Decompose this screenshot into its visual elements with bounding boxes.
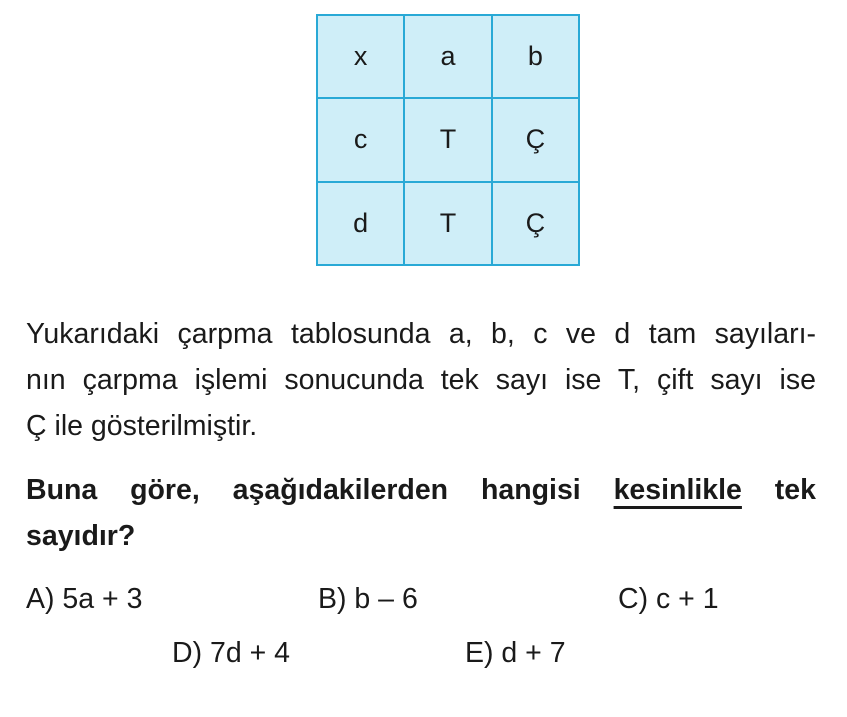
question-part-2: tek (741, 474, 816, 506)
problem-line-3: Ç ile gösterilmiştir. (26, 410, 258, 442)
option-c[interactable]: C) c + 1 (618, 583, 719, 615)
option-d[interactable]: D) 7d + 4 (172, 637, 291, 669)
table-row (317, 98, 579, 181)
multiplication-table (316, 14, 580, 266)
option-a[interactable]: A) 5a + 3 (26, 583, 143, 615)
option-b[interactable]: B) b – 6 (318, 583, 418, 615)
problem-line-1: Yukarıdaki çarpma tablosunda a, b, c ve d tam sayıları- (26, 318, 816, 350)
table-header-operator: x (317, 15, 404, 98)
question-line-1 (26, 467, 816, 513)
table-header-b: b (492, 15, 579, 98)
table-header-a: a (404, 15, 491, 98)
table-cell-c-b: Ç (492, 98, 579, 181)
table-row-header-d: d (317, 182, 404, 265)
table-row-header-c: c (317, 98, 404, 181)
table-cell-d-b: Ç (492, 182, 579, 265)
problem-statement (26, 311, 816, 449)
table-row (317, 15, 579, 98)
table-cell-c-a: T (404, 98, 491, 181)
question-text (26, 467, 816, 559)
table-cell-d-a: T (404, 182, 491, 265)
question-part-1: Buna göre, aşağıdakilerden hangisi (26, 474, 614, 506)
option-e[interactable]: E) d + 7 (465, 637, 566, 669)
question-emphasis: kesinlikle (613, 474, 742, 506)
problem-line-2: nın çarpma işlemi sonucunda tek sayı ise T, çift sayı ise (26, 364, 816, 396)
table-row (317, 182, 579, 265)
question-line-2: sayıdır? (26, 520, 136, 552)
